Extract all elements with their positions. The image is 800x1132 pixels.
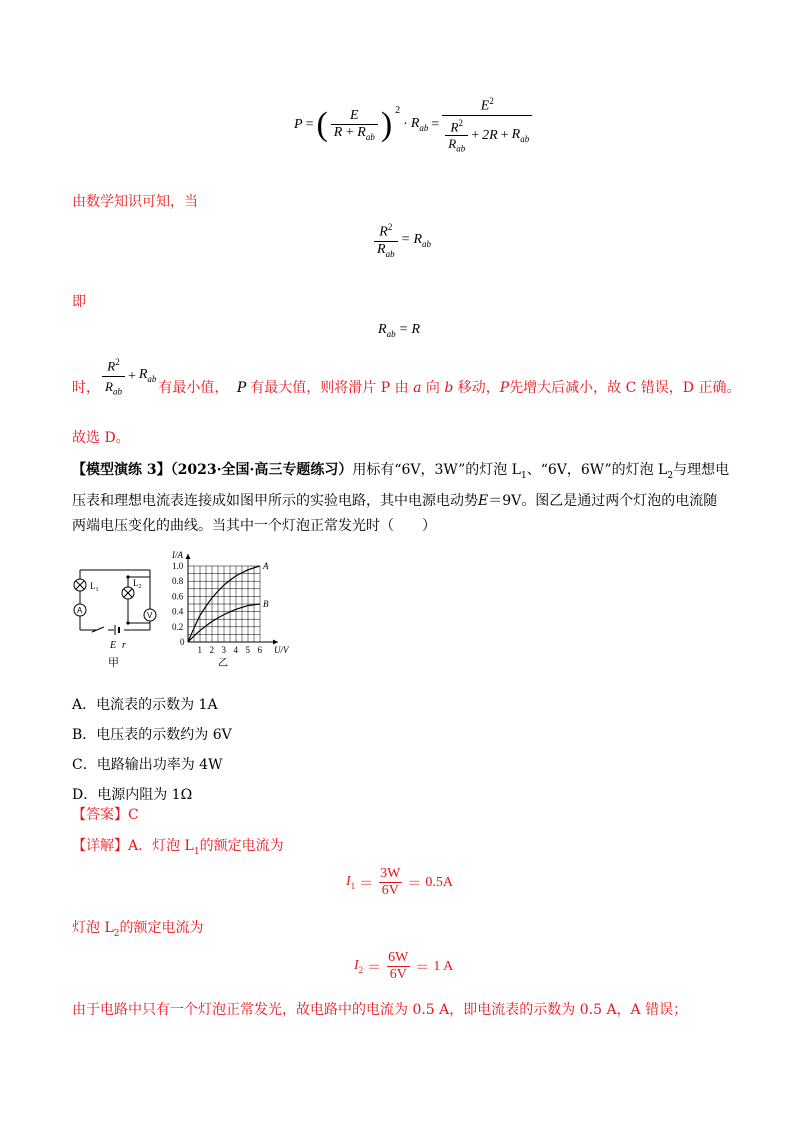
eq2-R: R xyxy=(379,224,388,240)
eq5-num: 6W xyxy=(388,950,409,965)
eq4-sub: 1 xyxy=(350,880,356,891)
equation-i1 xyxy=(346,866,453,899)
eq3-Rab: R xyxy=(378,322,387,337)
shi-mid3: 向 xyxy=(425,379,440,396)
eq1-fraction-outer xyxy=(442,96,532,154)
y-tick-label: 0.8 xyxy=(172,576,184,587)
eq5-sub: 2 xyxy=(358,964,364,975)
eq1-2R: 2R xyxy=(482,127,498,143)
x-tick-label: 6 xyxy=(257,645,262,655)
option-a: A．电流表的示数为 1A xyxy=(72,697,218,713)
eq4-I: I xyxy=(346,874,351,890)
shi-mid2: 有最大值，则将滑片 P 由 xyxy=(250,379,409,396)
junction-bottom xyxy=(126,621,129,624)
eq1-P: P xyxy=(294,116,303,132)
eq1-equals2: = xyxy=(431,116,440,132)
series-label-B: B xyxy=(263,599,269,609)
eq1-R-num: R xyxy=(450,118,459,134)
eq4-equals: ＝ xyxy=(359,876,374,892)
shi-ab: ab xyxy=(112,386,122,397)
x-tick-label: 3 xyxy=(221,645,226,655)
problem-text2a: 压表和理想电流表连接成如图甲所示的实验电路，其中电源电动势 xyxy=(72,492,478,509)
eq1-ab: ab xyxy=(365,131,375,142)
eq1-fraction-inner: $\frac{E}{R + R_{ab}}$ xyxy=(331,108,378,142)
shi-Rab2: R xyxy=(138,367,148,383)
text-last-line: 由于电路中只有一个灯泡正常发光，故电路中的电流为 0.5 A，即电流表的示数为 0.5 A，A 错误； xyxy=(72,1002,688,1018)
eq1-dot: · xyxy=(403,116,408,132)
shi-mid1: 有最小值， xyxy=(158,379,229,396)
eq1-E2: E xyxy=(480,98,490,114)
eq1-Rab: R xyxy=(410,116,420,132)
problem-l2-sub: 2 xyxy=(667,470,674,481)
eq1-R-den: R xyxy=(448,135,457,151)
problem-source: （2023·全国·高三专题练习） xyxy=(170,462,353,478)
eq1-Rab-den-sub: ab xyxy=(520,134,530,145)
iv-chart xyxy=(166,548,296,670)
option-b: B．电压表的示数约为 6V xyxy=(72,727,232,743)
text-choose-d: 故选 D。 xyxy=(72,430,130,446)
y-tick-label: 1.0 xyxy=(172,561,184,571)
left-paren: ( xyxy=(316,105,328,143)
eq2-equals: = xyxy=(401,232,410,248)
x-tick-label: 5 xyxy=(245,645,250,655)
x-axis-arrow xyxy=(273,640,278,645)
eq1-E2-sup: 2 xyxy=(489,96,494,106)
shi-expression xyxy=(102,352,156,402)
eq1-plus: + xyxy=(471,127,480,143)
problem-text2b: ＝9V。图乙是通过两个灯泡的电流随 xyxy=(488,492,718,509)
right-paren: ) xyxy=(380,105,393,143)
chart-caption: 乙 xyxy=(218,658,228,669)
problem-E: E xyxy=(478,492,489,509)
text-ji: 即 xyxy=(72,294,86,310)
shi-Rab: R xyxy=(105,379,113,395)
shi-sq: 2 xyxy=(115,357,120,367)
eq1-R-den-sub: ab xyxy=(456,143,466,154)
origin-label: 0 xyxy=(180,637,185,647)
y-tick-label: 0.6 xyxy=(172,591,184,602)
power-equation xyxy=(294,96,532,154)
eq3-ab: ab xyxy=(386,328,396,339)
eq5-I: I xyxy=(354,958,359,974)
problem-l1-sub: 1 xyxy=(520,470,527,481)
x-tick-label: 2 xyxy=(209,645,214,655)
ammeter-icon xyxy=(74,604,86,616)
y-tick-label: 0.2 xyxy=(172,621,184,632)
x-tick-label: 1 xyxy=(197,645,202,655)
text-line-shi xyxy=(72,352,740,402)
l2-sub: 2 xyxy=(113,928,120,939)
text-math-knowledge: 由数学知识可知，当 xyxy=(72,194,198,210)
l2-rest: 的额定电流为 xyxy=(119,920,204,936)
equation-r-squared xyxy=(374,222,431,258)
eq2-sq: 2 xyxy=(387,222,393,232)
answer: 【答案】C xyxy=(72,807,139,823)
shi-mid5: 先增大后减小，故 C 错误，D 正确。 xyxy=(509,379,741,396)
options-list xyxy=(72,690,232,810)
eq1-Rab-sub: ab xyxy=(419,123,429,134)
x-tick-label: 4 xyxy=(233,645,238,655)
shi-plus: + xyxy=(127,368,136,384)
problem-text3: 两端电压变化的曲线。当其中一个灯泡正常发光时（ ） xyxy=(72,517,436,534)
eq1-R-sq: 2 xyxy=(458,117,463,128)
eq4-num: 3W xyxy=(380,866,401,881)
junction-top xyxy=(126,575,129,578)
shi-mid4: 移动， xyxy=(457,379,500,396)
shi-R: R xyxy=(107,358,116,374)
eq1-square: 2 xyxy=(395,105,401,117)
problem-text1c: 与理想电 xyxy=(673,462,730,478)
eq1-R: R xyxy=(333,124,343,140)
problem-text1b: 、“6V，6W”的灯泡 L xyxy=(526,462,668,478)
eq5-value: 1 A xyxy=(433,958,454,974)
shi-a: a xyxy=(413,379,422,396)
l2-pre: 灯泡 L xyxy=(72,920,114,936)
detail-tag: 【详解】 xyxy=(72,838,128,854)
shi-P: P xyxy=(236,379,247,396)
y-tick-label: 0.4 xyxy=(172,606,184,617)
shi-P2: P xyxy=(499,379,510,396)
eq2-Rab: R xyxy=(377,241,386,257)
lamp-l1-icon xyxy=(74,579,86,591)
eq5-equals2: ＝ xyxy=(415,960,430,976)
eq1-R2: R xyxy=(357,124,366,140)
equation-rab-equals-r xyxy=(378,322,420,339)
eq3-equals: = xyxy=(399,322,408,338)
eq5-equals: ＝ xyxy=(367,960,382,976)
caption-jia: 甲 xyxy=(108,656,119,669)
eq1-plus2: + xyxy=(500,127,509,143)
eq1-Rab-den: R xyxy=(511,127,521,143)
problem-tag: 【模型演练 3】 xyxy=(72,462,171,478)
eq1-E: E xyxy=(350,107,359,123)
voltmeter-label: V xyxy=(147,611,153,620)
problem-statement xyxy=(72,458,732,539)
eq2-ab-right: ab xyxy=(422,238,432,249)
detail-rest: 的额定电流为 xyxy=(199,838,284,854)
problem-text1: 用标有“6V，3W”的灯泡 L xyxy=(352,462,521,478)
shi-ab2: ab xyxy=(147,373,157,384)
label-L2: $L_2$ xyxy=(133,578,142,590)
label-L1: $L_1$ xyxy=(90,581,99,593)
eq2-Rab-right: R xyxy=(413,231,423,247)
option-c: C．电路输出功率为 4W xyxy=(72,757,223,773)
ammeter-label: A xyxy=(77,606,83,615)
eq3-R: R xyxy=(411,322,421,338)
eq1-equals: = xyxy=(305,116,314,132)
shi-prefix: 时， xyxy=(72,379,100,396)
y-axis-arrow xyxy=(186,554,191,559)
shi-b: b xyxy=(444,379,454,396)
circuit-diagram xyxy=(72,560,162,670)
text-l2-rated xyxy=(72,918,203,944)
detail-sub: 1 xyxy=(193,846,200,857)
lamp-l2-icon xyxy=(122,587,134,599)
voltmeter-icon xyxy=(144,609,156,621)
eq2-ab: ab xyxy=(385,248,395,259)
label-E: E xyxy=(110,640,117,651)
eq5-den: 6V xyxy=(387,966,410,983)
detail-text: A．灯泡 L xyxy=(128,838,194,854)
equation-i2 xyxy=(354,950,453,983)
y-axis-label: I/A xyxy=(172,550,183,560)
eq4-value: 0.5A xyxy=(425,874,454,890)
detail-line xyxy=(72,836,284,862)
eq4-den: 6V xyxy=(379,882,402,899)
series-label-A: A xyxy=(263,561,269,571)
eq4-equals2: ＝ xyxy=(407,876,422,892)
label-r: r xyxy=(122,640,126,651)
option-d: D．电源内阻为 1Ω xyxy=(72,787,193,803)
x-axis-label: U/V xyxy=(274,645,289,655)
